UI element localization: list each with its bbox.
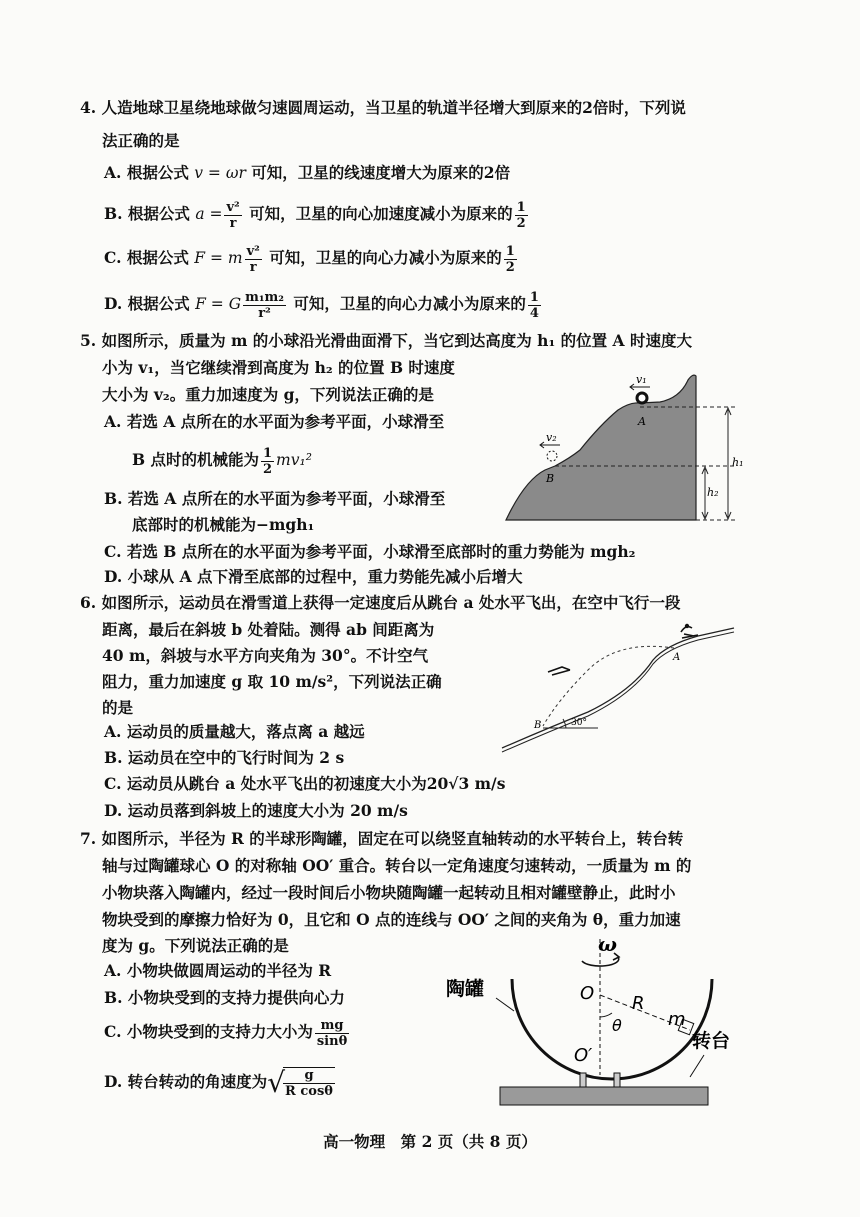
q6-c-value: 20√3 <box>426 774 470 793</box>
table-label: 转台 <box>692 1030 731 1052</box>
q5-option-c: C. 若选 B 点所在的水平面为参考平面，小球滑至底部时的重力势能为 mgh₂ <box>104 542 636 561</box>
q6-ski-figure <box>498 620 743 755</box>
q6-stem-line1: 6. 如图所示，运动员在滑雪道上获得一定速度后从跳台 a 处水平飞出，在空中飞行一段 <box>80 593 681 612</box>
q5-stem-line1: 5. 如图所示，质量为 m 的小球沿光滑曲面滑下，当它到达高度为 h₁ 的位置 A 时速度大 <box>80 331 692 350</box>
q4-a-pre: A. 根据公式 <box>104 163 189 182</box>
q7-stem-line2: 轴与过陶罐球心 O 的对称轴 OO′ 重合。转台以一定角速度匀速转动，一质量为 m 的 <box>102 856 692 875</box>
q5-option-d: D. 小球从 A 点下滑至底部的过程中，重力势能先减小后增大 <box>104 567 523 586</box>
ball-b-icon <box>547 451 557 461</box>
q7-jar-figure <box>442 935 752 1115</box>
center-o-prime-label: O′ <box>574 1045 593 1066</box>
q7-option-a: A. 小物块做圆周运动的半径为 R <box>104 961 332 980</box>
q7-c-pre: C. 小物块受到的支持力大小为 <box>104 1022 313 1041</box>
skier-head-icon <box>685 624 689 628</box>
q6-stem-line2: 距离，最后在斜坡 b 处着陆。测得 ab 间距离为 <box>102 620 435 639</box>
q5-a-fraction: $\frac{1}{2}$ <box>263 445 273 477</box>
q4-d-post: 可知，卫星的向心力减小为原来的 <box>293 294 526 313</box>
jar-foot-right <box>614 1073 620 1087</box>
flying-skier-icon <box>548 667 570 675</box>
q7-stem-line3: 小物块落入陶罐内，经过一段时间后小物块随陶罐一起转动且相对罐壁静止，此时小 <box>102 883 676 902</box>
q4-stem-line2: 法正确的是 <box>102 131 180 150</box>
q7-stem-line1: 7. 如图所示，半径为 R 的半球形陶罐，固定在可以绕竖直轴转动的水平转台上，转台转 <box>80 829 684 848</box>
q4-c-pre: C. 根据公式 <box>104 248 189 267</box>
theta-label: θ <box>612 1016 622 1035</box>
q4-b-fraction: $\frac{\text{v²}}{r}$ <box>226 199 240 231</box>
q4-option-d <box>104 284 543 324</box>
q7-stem-line4: 物块受到的摩擦力恰好为 0，且它和 O 点的连线与 OO′ 之间的夹角为 θ，重力加速 <box>102 910 681 929</box>
ball-a-icon <box>637 393 647 403</box>
q7-option-c <box>104 1012 351 1052</box>
q5-slope-figure <box>500 370 750 530</box>
q4-option-b <box>104 194 530 234</box>
q4-a-formula: v = ωr <box>194 164 246 182</box>
q4-b-pre: B. 根据公式 <box>104 204 190 223</box>
page-footer: 高一物理 第 2 页（共 8 页） <box>323 1132 537 1151</box>
q4-option-a <box>104 162 510 184</box>
q7-c-fraction: $\frac{mg}{\sin\theta}$ <box>316 1017 348 1049</box>
q4-a-post: 可知，卫星的线速度增大为原来的2倍 <box>251 163 511 182</box>
h1-label: h₁ <box>732 456 744 469</box>
q4-d-ratio: $\frac{1}{4}$ <box>529 289 539 321</box>
q5-option-b-line1: B. 若选 A 点所在的水平面为参考平面，小球滑至 <box>104 489 446 508</box>
jar-leader-line <box>496 998 514 1011</box>
q4-c-ratio: $\frac{1}{2}$ <box>505 243 515 275</box>
q6-stem-line4: 阻力，重力加速度 g 取 10 m/s²，下列说法正确 <box>102 672 442 691</box>
table-leader-line <box>690 1055 704 1077</box>
q4-stem-line1: 4. 人造地球卫星绕地球做匀速圆周运动，当卫星的轨道半径增大到原来的2倍时，下列说 <box>80 98 686 117</box>
v1-label: v₁ <box>636 373 647 386</box>
center-o-label: O <box>580 983 595 1004</box>
q4-b-lhs: a = <box>195 205 223 223</box>
turntable <box>500 1087 708 1105</box>
q4-d-pre: D. 根据公式 <box>104 294 190 313</box>
q5-stem-line2: 小为 v₁，当它继续滑到高度为 h₂ 的位置 B 时速度 <box>102 358 455 377</box>
q7-option-b: B. 小物块受到的支持力提供向心力 <box>104 988 345 1007</box>
jar-foot-left <box>580 1073 586 1087</box>
q5-a-post: mv₁² <box>276 451 312 469</box>
mass-label: m <box>668 1009 686 1030</box>
angle-label: 30° <box>571 718 587 728</box>
h2-label: h₂ <box>707 486 719 499</box>
q6-option-d: D. 运动员落到斜坡上的速度大小为 20 m/s <box>104 801 408 820</box>
q5-option-a-line2 <box>132 440 312 480</box>
q5-option-b-line2: 底部时的机械能为−mgh₁ <box>132 515 315 534</box>
q7-d-pre: D. 转台转动的角速度为 <box>104 1072 268 1091</box>
q4-b-post: 可知，卫星的向心加速度减小为原来的 <box>249 204 513 223</box>
q4-b-ratio: $\frac{1}{2}$ <box>516 199 526 231</box>
point-a-label: A <box>673 652 681 663</box>
q7-stem-line5: 度为 g。下列说法正确的是 <box>102 936 289 955</box>
point-b-label: B <box>546 472 555 485</box>
v2-label: v₂ <box>546 431 557 444</box>
radius-label: R <box>632 993 645 1014</box>
q4-option-c <box>104 238 519 278</box>
q4-c-lhs: F = m <box>194 249 243 267</box>
omega-label: ω <box>598 935 618 956</box>
q4-d-lhs: F = G <box>195 295 242 313</box>
q4-c-fraction: $\frac{\text{v²}}{r}$ <box>246 243 260 275</box>
q6-option-a: A. 运动员的质量越大，落点离 a 越远 <box>104 722 365 741</box>
q4-d-fraction: $\frac{\text{m₁m₂}}{\text{r²}}$ <box>245 289 284 321</box>
ski-slope-edge <box>502 632 734 752</box>
q6-c-pre: C. 运动员从跳台 a 处水平飞出的初速度大小为 <box>104 774 427 793</box>
q5-stem-line3: 大小为 v₂。重力加速度为 g，下列说法正确的是 <box>102 385 434 404</box>
angle-arc <box>563 719 566 728</box>
theta-arc <box>600 1013 612 1017</box>
point-b-label: B <box>534 720 542 731</box>
q7-d-fraction: $\frac{g}{\text{R cosθ}}$ <box>285 1068 333 1099</box>
q5-a-pre: B 点时的机械能为 <box>132 450 259 469</box>
q6-stem-line5: 的是 <box>102 698 134 717</box>
slope-surface <box>506 375 696 520</box>
q6-option-b: B. 运动员在空中的飞行时间为 2 s <box>104 748 345 767</box>
sqrt-sign: √ <box>267 1066 286 1099</box>
q4-c-post: 可知，卫星的向心力减小为原来的 <box>269 248 502 267</box>
jar-label: 陶罐 <box>446 978 485 1000</box>
point-a-label: A <box>638 415 646 428</box>
q5-option-a-line1: A. 若选 A 点所在的水平面为参考平面，小球滑至 <box>104 412 445 431</box>
q6-stem-line3: 40 m，斜坡与水平方向夹角为 30°。不计空气 <box>102 646 429 665</box>
q6-c-unit: m/s <box>474 774 506 793</box>
q6-option-c <box>104 773 505 795</box>
q7-option-d <box>104 1060 337 1105</box>
